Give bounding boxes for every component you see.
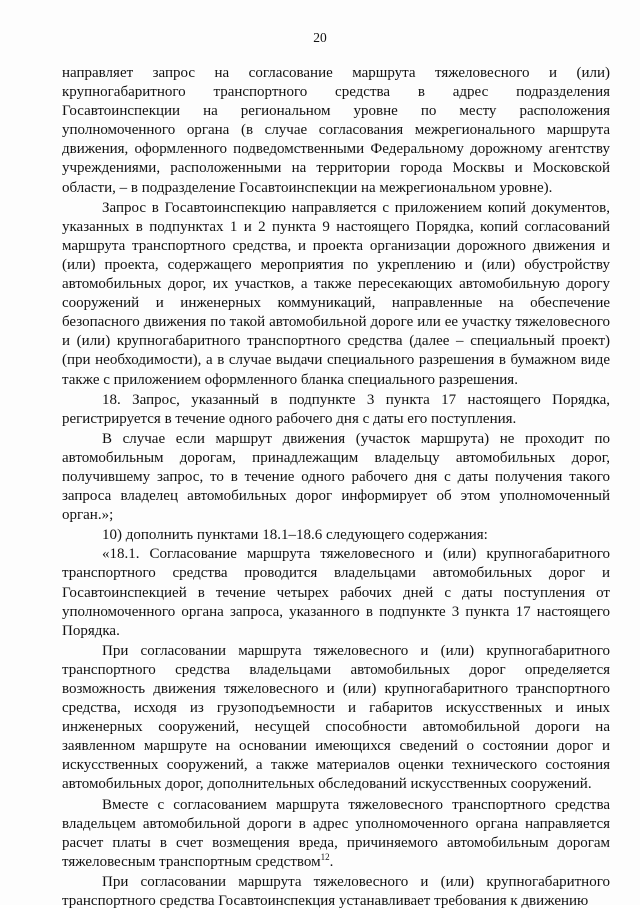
page-number: 20 — [313, 30, 327, 45]
paragraph-traffic-police-requirements: При согласовании маршрута тяжеловесного и (или) крупногабаритного транспортного средства Госавтоинспекция устанавливает требования к движению — [62, 873, 610, 910]
footnote-reference: 12 — [320, 851, 330, 862]
paragraph-request-attachments: Запрос в Госавтоинспекцию направляется с приложением копий документов, указанных в подпунктах 1 и 2 пункта 9 настоящего Порядка, копий согласований маршрута транспортного средства, и проекта организации дорожного движения и (или) проекта, содержащего мероприятия по укреплению и (или) обустройству автомобильных дорог, их участков, а также пересекающих автомобильную дорогу сооружений и инженерных коммуникаций, направленные на обеспечение безопасного движения по такой автомобильной дороге или ее участку тяжеловесного и (или) крупногабаритного транспортного средства (далее – специальный проект) (при необходимости), а в случае выдачи специального разрешения в бумажном виде также с приложением оформленного бланка специального разрешения. — [62, 199, 610, 388]
paragraph-damage-fee — [62, 796, 610, 872]
paragraph-continuation: направляет запрос на согласование маршрута тяжеловесного и (или) крупногабаритного транспортного средства в адрес подразделения Госавтоинспекции на региональном уровне по месту расположения уполномоченного органа (в случае согласования межрегионального маршрута движения, оформленного подведомственными Федеральному дорожному агентству учреждениями, расположенными на территории города Москвы и Московской области, – в подразделение Госавтоинспекции на межрегиональном уровне). — [62, 65, 610, 196]
document-body — [62, 64, 610, 911]
paragraph-route-not-passing: В случае если маршрут движения (участок маршрута) не проходит по автомобильным дорогам, принадлежащим владельцу автомобильных дорог, получившему запрос, то в течение одного рабочего дня с даты получения такого запроса владелец автомобильных дорог информирует об этом уполномоченный орган.»; — [62, 430, 610, 524]
paragraph-damage-fee-text: Вместе с согласованием маршрута тяжеловесного транспортного средства владельцем автомобильной дороги в адрес уполномоченного органа направляется расчет платы в счет возмещения вреда, причиняемого автомобильным дорогам тяжеловесным транспортным средством — [62, 796, 610, 870]
paragraph-item-18-1: «18.1. Согласование маршрута тяжеловесного и (или) крупногабаритного транспортного средства проводится владельцами автомобильных дорог и Госавтоинспекцией в течение четырех рабочих дней с даты поступления от уполномоченного органа запроса, указанного в подпункте 3 пункта 17 настоящего Порядка. — [62, 546, 610, 639]
paragraph-item-18: 18. Запрос, указанный в подпункте 3 пункта 17 настоящего Порядка, регистрируется в течение одного рабочего дня с даты его поступления. — [62, 391, 610, 427]
paragraph-damage-fee-end: . — [329, 853, 334, 870]
paragraph-amendment-10: 10) дополнить пунктами 18.1–18.6 следующего содержания: — [102, 527, 488, 544]
paragraph-road-owners-approval: При согласовании маршрута тяжеловесного и (или) крупногабаритного транспортного средства владельцами автомобильных дорог определяется возможность движения тяжеловесного и (или) крупногабаритного транспортного средства, исходя из грузоподъемности и габаритов искусственных и иных инженерных сооружений, несущей способности автомобильной дороги на заявленном маршруте на основании имеющихся сведений о состоянии дорог и искусственных сооружений, а также материалов оценки технического состояния автомобильных дорог, дополнительных обследований искусственных сооружений. — [62, 642, 610, 793]
